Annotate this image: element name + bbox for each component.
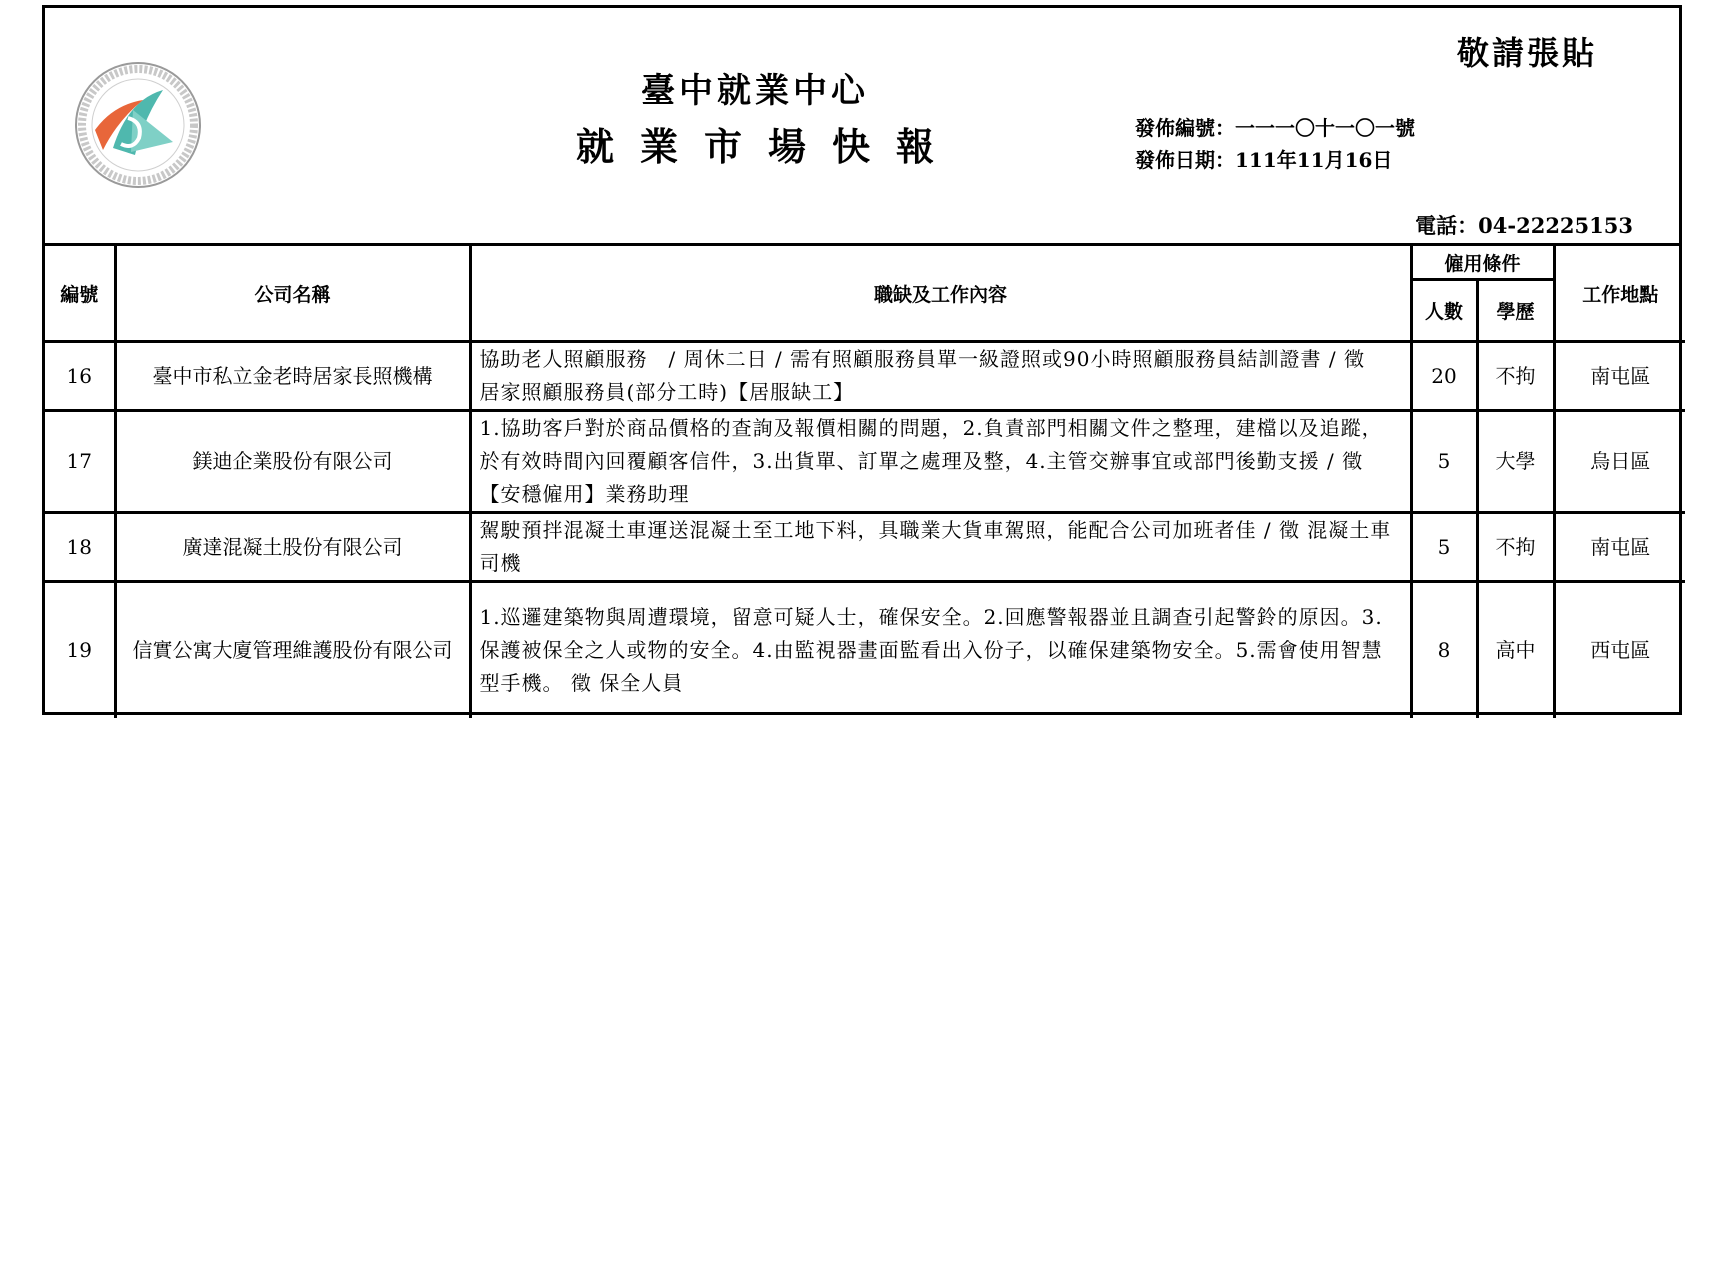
header-conditions: 僱用條件 [1411,246,1554,280]
header-no: 編號 [45,246,115,342]
table-row [45,411,1685,513]
header-location: 工作地點 [1554,246,1685,342]
cell-no: 18 [45,513,115,582]
cell-education: 不拘 [1477,342,1554,411]
please-post-label: 敬請張貼 [1456,34,1597,72]
cell-location: 烏日區 [1554,411,1685,513]
cell-content: 協助老人照顧服務 / 周休二日 / 需有照顧服務員單一級證照或90小時照顧服務員結訓證書 / 徵 居家照顧服務員(部分工時)【居服缺工】 [470,342,1411,411]
cell-location: 南屯區 [1554,342,1685,411]
header-education: 學歷 [1477,280,1554,342]
cell-company: 臺中市私立金老時居家長照機構 [115,342,470,411]
header-company: 公司名稱 [115,246,470,342]
table-row [45,513,1685,582]
cell-content: 駕駛預拌混凝土車運送混凝土至工地下料，具職業大貨車駕照，能配合公司加班者佳 / 徵 混凝土車司機 [470,513,1411,582]
phone-number: 電話：04-22225153 [1415,213,1633,238]
cell-content: 1.協助客戶對於商品價格的查詢及報價相關的問題，2.負責部門相關文件之整理，建檔以及追蹤，於有效時間內回覆顧客信件，3.出貨單、訂單之處理及整，4.主管交辦事宜或部門後勤支援 / 徵 【安穩僱用】業務助理 [470,411,1411,513]
bulletin-title: 就業市場快報 [575,124,960,169]
cell-headcount: 5 [1411,513,1477,582]
cell-education: 不拘 [1477,513,1554,582]
cell-education: 高中 [1477,582,1554,718]
cell-company: 鎂迪企業股份有限公司 [115,411,470,513]
title-block [525,66,985,174]
issue-number: 發佈編號：一一一〇十一〇一號 [1135,116,1415,140]
job-bulletin-sheet [42,5,1682,715]
cell-location: 南屯區 [1554,513,1685,582]
center-name: 臺中就業中心 [641,71,869,111]
header-content: 職缺及工作內容 [470,246,1411,342]
cell-no: 16 [45,342,115,411]
cell-no: 19 [45,582,115,718]
cell-company: 廣達混凝土股份有限公司 [115,513,470,582]
table-row [45,342,1685,411]
issue-info [1135,112,1415,176]
header-headcount: 人數 [1411,280,1477,342]
table-row [45,582,1685,718]
job-table [45,246,1685,718]
issue-date: 發佈日期：111年11月16日 [1135,148,1393,172]
cell-location: 西屯區 [1554,582,1685,718]
cell-headcount: 20 [1411,342,1477,411]
cell-company: 信實公寓大廈管理維護股份有限公司 [115,582,470,718]
cell-content: 1.巡邏建築物與周遭環境，留意可疑人士，確保安全。2.回應警報器並且調查引起警鈴的原因。3.保護被保全之人或物的安全。4.由監視器畫面監看出入份子，以確保建築物安全。5.需會使用智慧型手機。 徵 保全人員 [470,582,1411,718]
cell-headcount: 8 [1411,582,1477,718]
cell-no: 17 [45,411,115,513]
bulletin-header [45,8,1679,246]
cell-education: 大學 [1477,411,1554,513]
agency-logo [73,60,203,190]
cell-headcount: 5 [1411,411,1477,513]
